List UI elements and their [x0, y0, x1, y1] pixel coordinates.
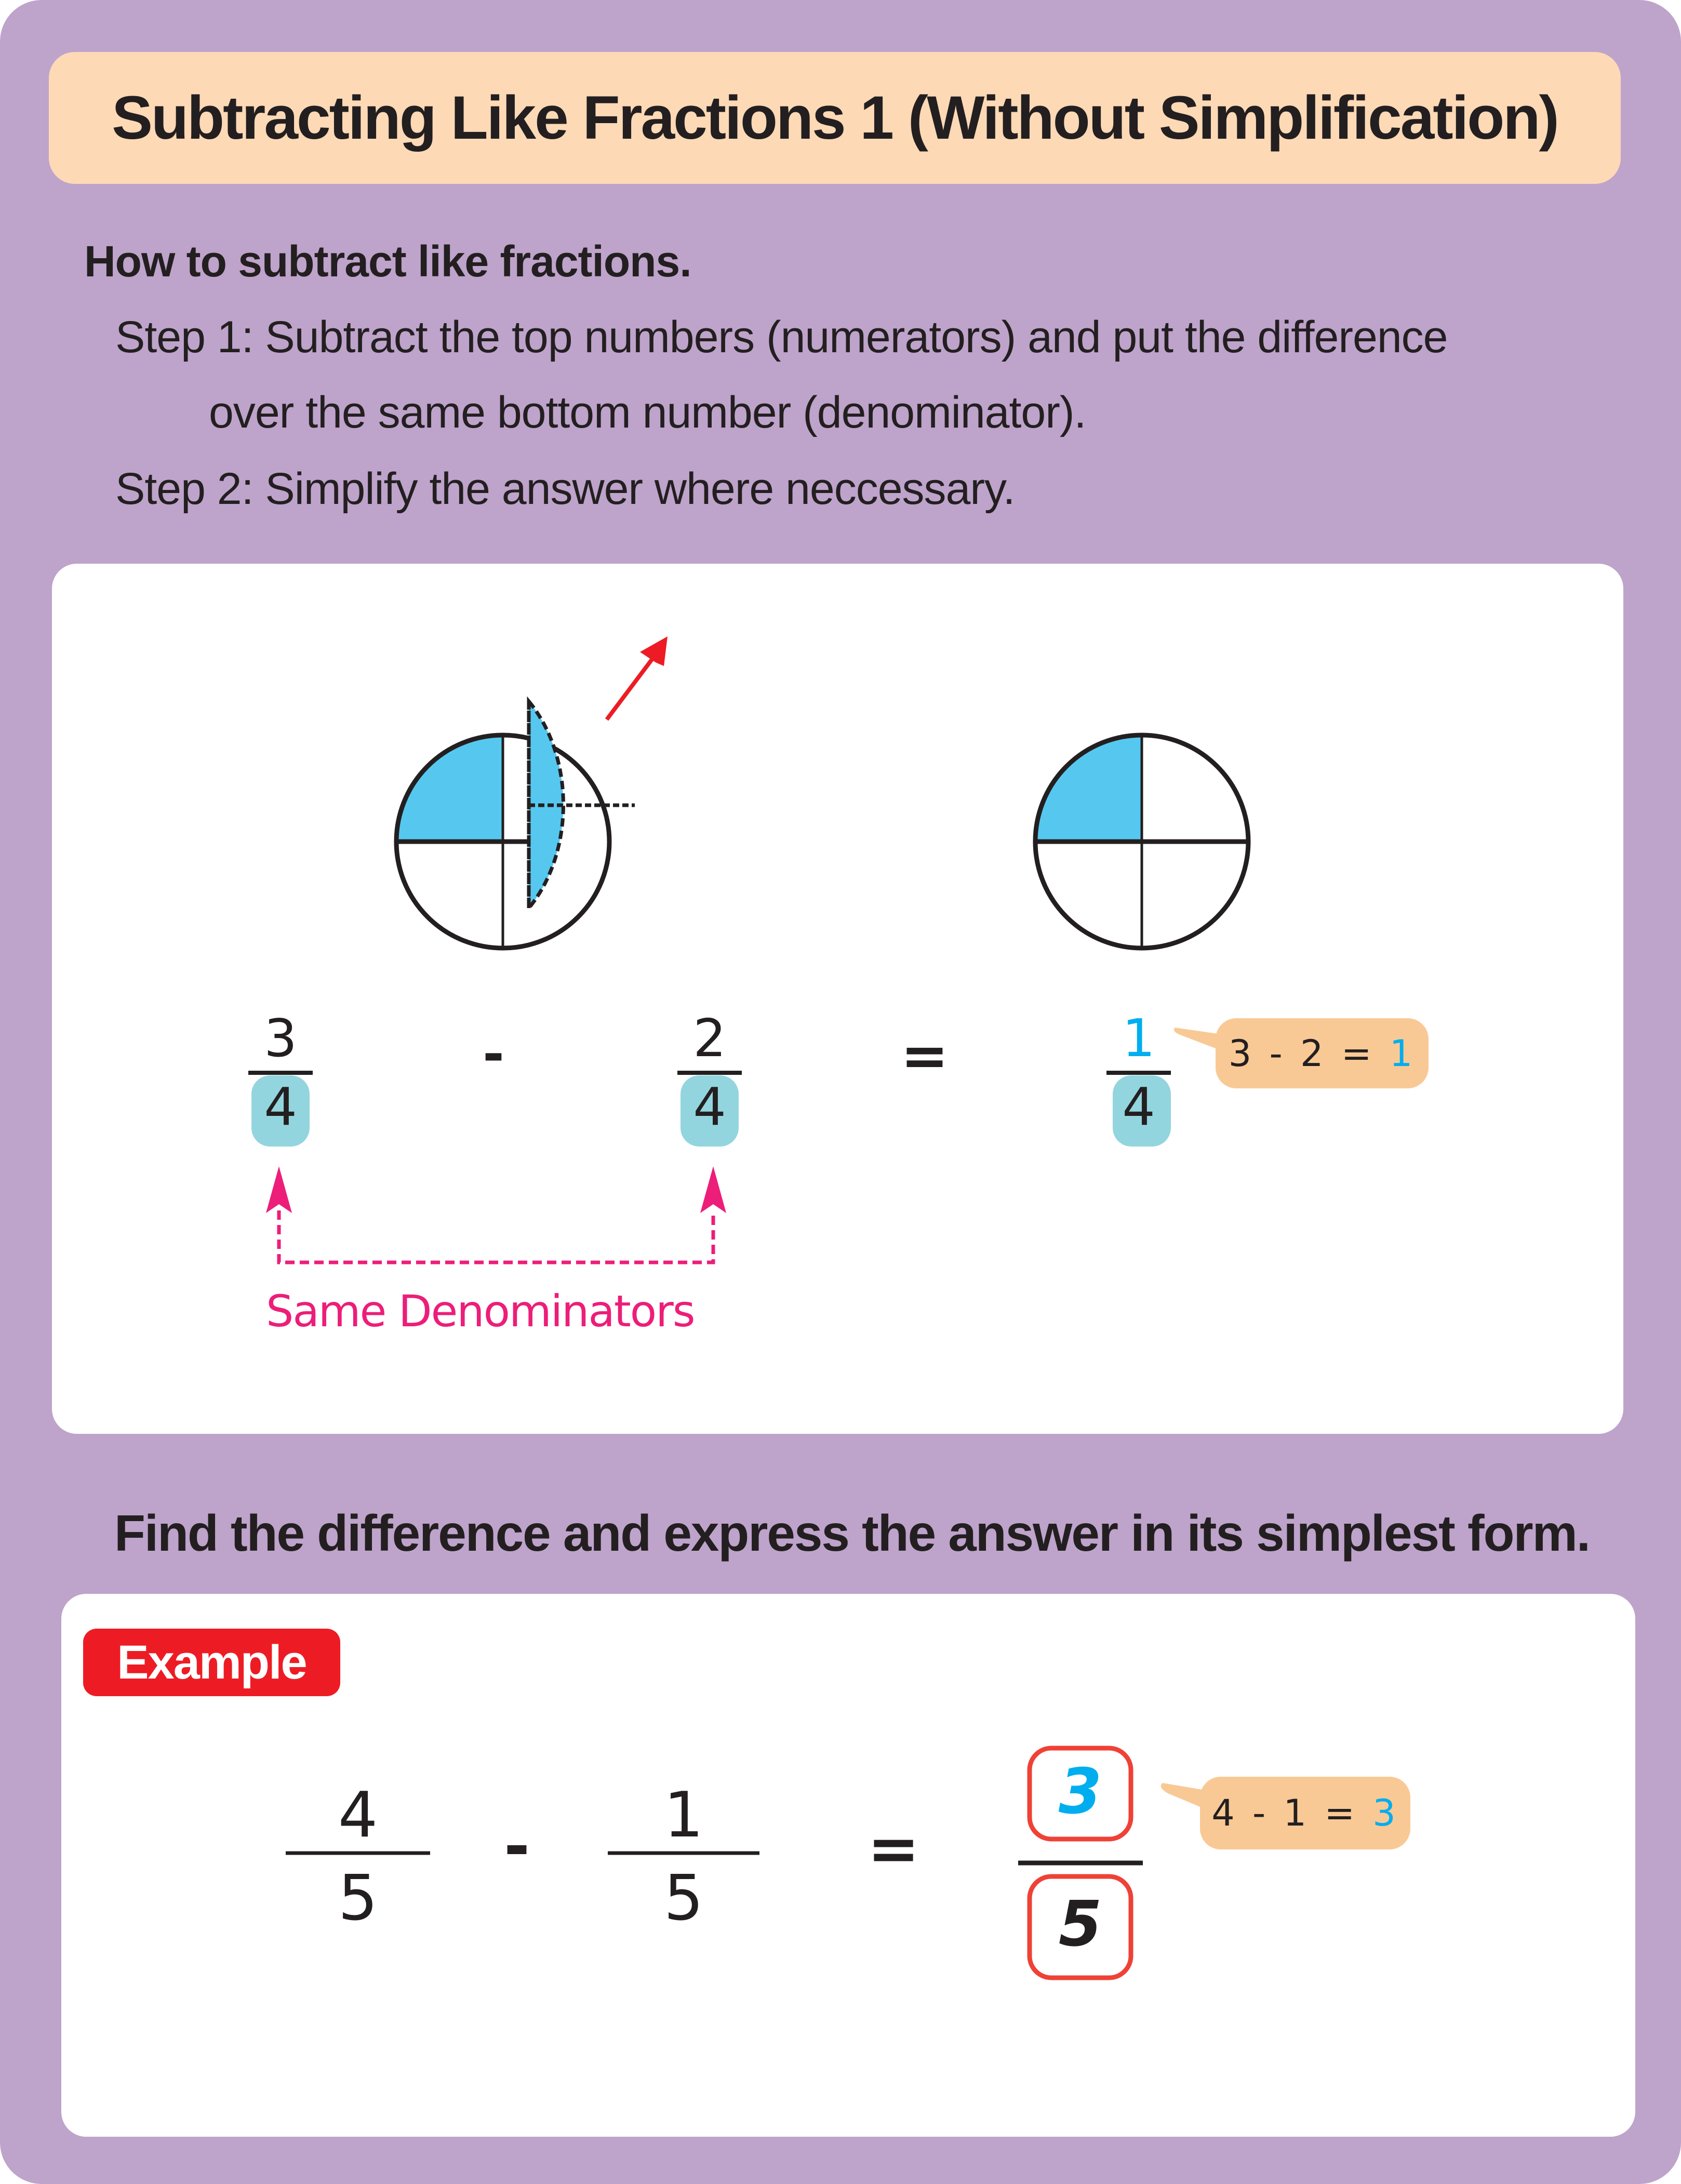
example-minus-operator: - [504, 1810, 530, 1883]
bubble-term-right: 2 [1300, 1032, 1327, 1075]
left-fraction-circle [396, 735, 609, 948]
example-badge-label: Example [117, 1635, 306, 1689]
result-denominator: 4 [1122, 1076, 1155, 1137]
example-b-numerator: 1 [663, 1779, 704, 1852]
step-2-text: Step 2: Simplify the answer where neccessary. [115, 464, 1015, 514]
hint-bubble-example [1200, 1777, 1410, 1849]
fraction-b-numerator: 2 [693, 1008, 726, 1069]
page-title: Subtracting Like Fractions 1 (Without Simplification) [112, 84, 1558, 152]
example-b-denominator: 5 [663, 1862, 704, 1935]
fraction-a-numerator: 3 [264, 1008, 297, 1069]
howto-heading: How to subtract like fractions. [84, 237, 691, 286]
minus-operator: - [483, 1023, 504, 1084]
removed-half-piece [529, 701, 635, 908]
arrowhead-up-left [266, 1166, 292, 1213]
bubble-operator: - [1269, 1032, 1286, 1075]
bubble-result: 1 [1389, 1032, 1416, 1075]
bubble-equals: = [1324, 1792, 1358, 1834]
same-denominator-connector [266, 1166, 726, 1262]
right-fraction-circle [1035, 735, 1248, 948]
fraction-a-denominator: 4 [264, 1076, 297, 1137]
bubble-equals: = [1341, 1032, 1375, 1075]
bubble-term-left: 3 [1228, 1032, 1255, 1075]
fraction-b-denominator: 4 [693, 1076, 726, 1137]
bubble-term-right: 1 [1283, 1792, 1310, 1834]
bubble-operator: - [1252, 1792, 1269, 1834]
example-a-denominator: 5 [338, 1862, 378, 1935]
bubble-term-left: 4 [1211, 1792, 1238, 1834]
step-1-continuation: over the same bottom number (denominator). [209, 388, 1086, 437]
bubble-tail-1 [1174, 1028, 1218, 1049]
bubble-result: 3 [1372, 1792, 1399, 1834]
exercise-instruction: Find the difference and express the answer in its simplest form. [114, 1504, 1590, 1562]
bubble-tail-2 [1161, 1783, 1203, 1808]
hint-bubble-illustration [1216, 1018, 1429, 1088]
equals-sign: = [900, 1022, 949, 1089]
example-a-numerator: 4 [338, 1779, 378, 1852]
answer-denominator-input[interactable]: 5 [1058, 1888, 1102, 1961]
example-equals-sign: = [867, 1813, 920, 1885]
arrowhead-up-right [700, 1166, 726, 1213]
step-1-text: Step 1: Subtract the top numbers (numerators) and put the difference [115, 312, 1448, 362]
result-numerator: 1 [1122, 1008, 1155, 1069]
same-denominators-label: Same Denominators [266, 1286, 695, 1337]
answer-numerator-input[interactable]: 3 [1058, 1756, 1102, 1828]
example-badge [83, 1629, 340, 1696]
removal-arrow-icon [607, 636, 668, 720]
